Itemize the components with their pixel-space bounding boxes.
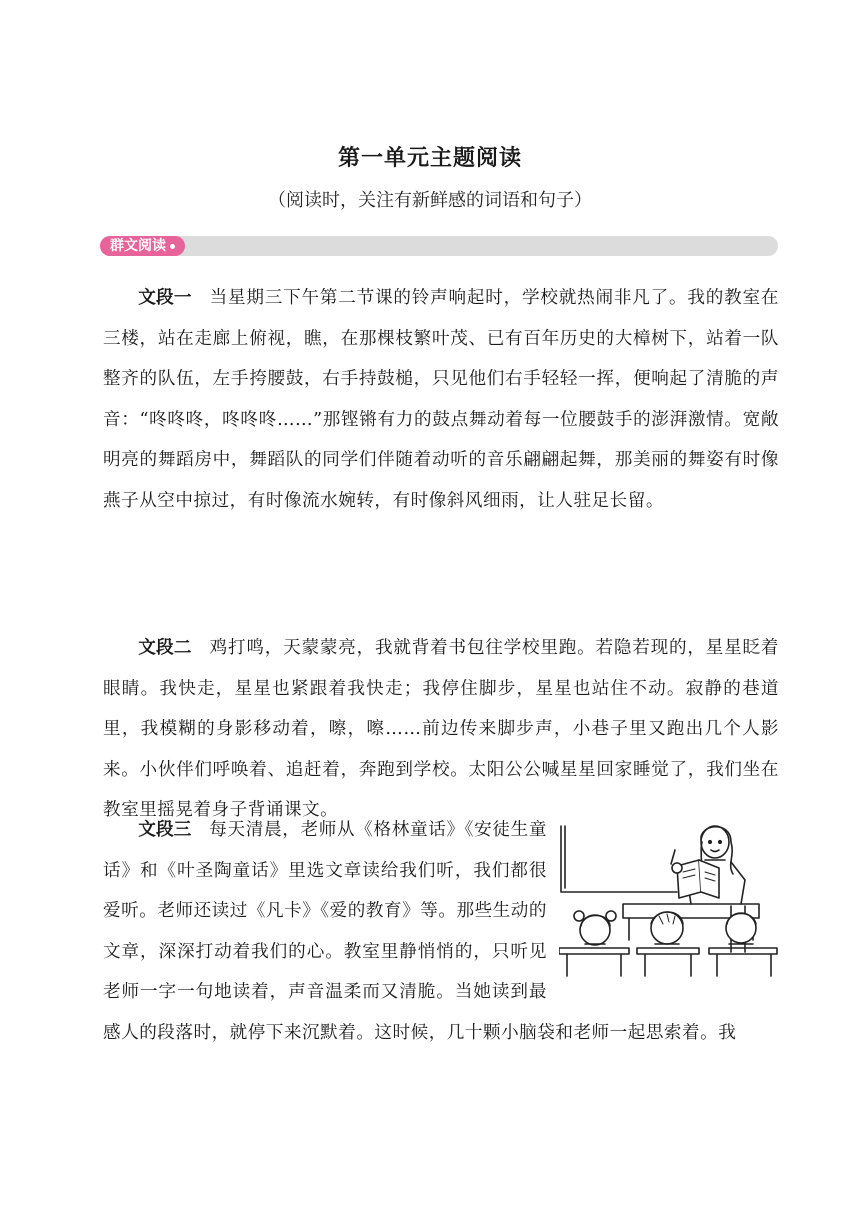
passage-3-text: 每天清晨，老师从《格林童话》《安徒生童话》和《叶圣陶童话》里选文章读给我们听，我们都很爱听。老师还读过《凡卡》《爱的教育》等。那些生动的文章，深深打动着我们的心。教室里静悄悄的，只听见老师一字一句地读着，声音温柔而又清脆。当她读到最感人的段落时，就停下来沉默着。这时候，几十颗小脑袋和老师一起思索着。我 <box>103 820 737 1043</box>
section-tag <box>100 236 185 256</box>
passage-3 <box>103 810 779 1053</box>
passage-2-label: 文段二 <box>138 638 192 658</box>
teacher-reading-illustration <box>559 820 781 978</box>
passage-1-label: 文段一 <box>138 288 192 308</box>
passage-1-text: 当星期三下午第二节课的铃声响起时，学校就热闹非凡了。我的教室在三楼，站在走廊上俯视，瞧，在那棵枝繁叶茂、已有百年历史的大樟树下，站着一队整齐的队伍，左手挎腰鼓，右手持鼓槌，只见他们右手轻轻一挥，便响起了清脆的声音：“咚咚咚，咚咚咚……”那铿锵有力的鼓点舞动着每一位腰鼓手的澎湃激情。宽敞明亮的舞蹈房中，舞蹈队的同学们伴随着动听的音乐翩翩起舞，那美丽的舞姿有时像燕子从空中掠过，有时像流水婉转，有时像斜风细雨，让人驻足长留。 <box>103 288 779 511</box>
page-title: 第一单元主题阅读 <box>337 146 522 171</box>
page-subtitle: （阅读时，关注有新鲜感的词语和句子） <box>268 190 592 211</box>
passage-1 <box>103 278 779 521</box>
section-tag-label: 群文阅读 <box>110 238 166 254</box>
dot-icon <box>170 244 175 249</box>
section-header-bar <box>100 236 778 256</box>
passage-2-text: 鸡打鸣，天蒙蒙亮，我就背着书包往学校里跑。若隐若现的，星星眨着眼睛。我快走，星星也紧跟着我快走；我停住脚步，星星也站住不动。寂静的巷道里，我模糊的身影移动着，嚓，嚓……前边传来脚步声，小巷子里又跑出几个人影来。小伙伴们呼唤着、追赶着，奔跑到学校。太阳公公喊星星回家睡觉了，我们坐在教室里摇晃着身子背诵课文。 <box>103 638 779 820</box>
passage-2 <box>103 628 779 831</box>
passage-3-label: 文段三 <box>138 820 192 840</box>
